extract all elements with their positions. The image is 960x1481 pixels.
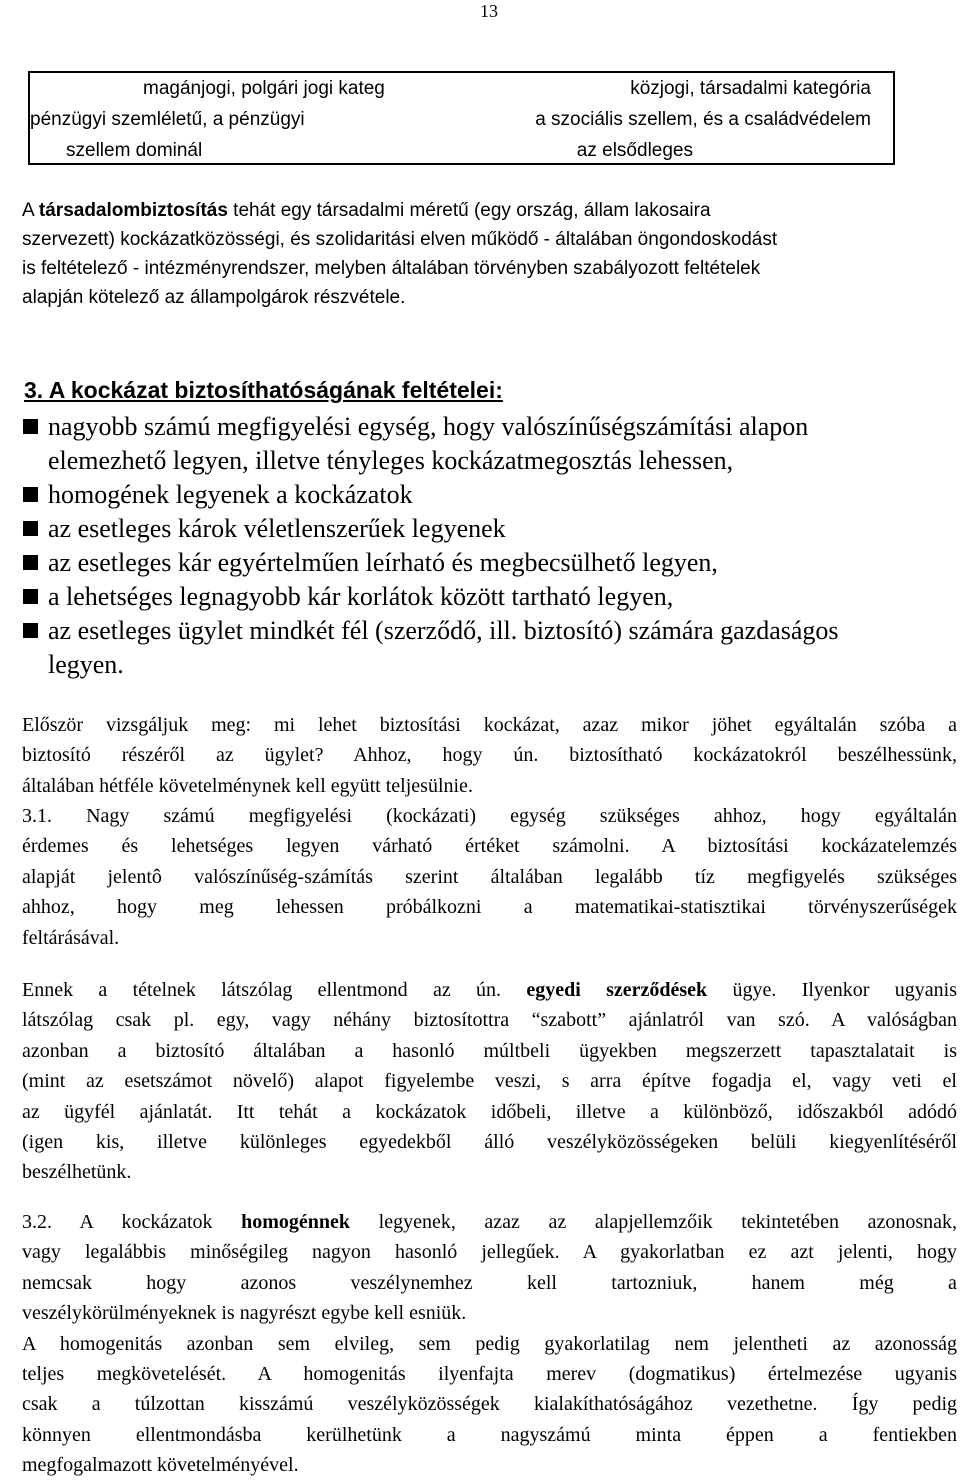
definition-line: is feltételező - intézményrendszer, melyben általában törvényben szabályozott feltételek (22, 258, 761, 279)
square-bullet-icon (23, 589, 38, 604)
table-left-line-1: magánjogi, polgári jogi kateg (143, 78, 385, 99)
definition-paragraph (22, 196, 942, 312)
section-3-2-paragraph (22, 1207, 957, 1481)
table-left-line-2: pénzügyi szemléletű, a pénzügyi (30, 109, 305, 130)
square-bullet-icon (23, 521, 38, 536)
square-bullet-icon (23, 419, 38, 434)
page-number: 13 (480, 1, 498, 21)
section-heading: 3. A kockázat biztosíthatóságának feltételei: (24, 377, 503, 403)
paragraph-line: Először vizsgáljuk meg: mi lehet biztosítási kockázat, azaz mikor jöhet egyáltalán szóba a (22, 714, 957, 736)
square-bullet-icon (23, 487, 38, 502)
table-right-line-3: az elsődleges (576, 140, 693, 161)
comparison-table (28, 71, 895, 165)
emphasis-term: egyedi szerződések (526, 979, 708, 1001)
definition-line: alapján kötelező az állampolgárok részvétele. (22, 287, 406, 308)
paragraph-line: feltárásával. (22, 926, 120, 949)
paragraph-line: nemcsak hogy azonos veszélynemhez kell tartozniuk, hanem még a (22, 1271, 957, 1294)
table-right-line-1: közjogi, társadalmi kategória (630, 78, 871, 99)
table-left-line-3: szellem dominál (66, 140, 203, 161)
definition-line: szervezett) kockázatközösségi, és szolidaritási elven működő - általában öngondoskodást (22, 229, 778, 250)
paragraph-line: ahhoz, hogy meg lehessen próbálkozni a matematikai-statisztikai törvényszerűségek (22, 896, 957, 919)
paragraph-line: érdemes és lehetséges legyen várható értéket számolni. A biztosítási kockázatelemzés (22, 835, 957, 858)
paragraph-line: csak a túlzottan kisszámú veszélyközösségek kialakíthatóságához vezethetne. Így pedig (22, 1393, 957, 1416)
emphasis-term: homogénnek (241, 1211, 351, 1233)
square-bullet-icon (23, 555, 38, 570)
paragraph-line: 3.2. A kockázatok homogénnek legyenek, azaz az alapjellemzőik tekintetében azonosnak, (22, 1211, 957, 1233)
paragraph-line: beszélhetünk. (22, 1161, 132, 1184)
paragraph-line: látszólag csak pl. egy, vagy néhány biztosítottra “szabott” ajánlatról van szó. A valóságban (22, 1009, 957, 1032)
paragraph-line: általában hétféle követelménynek kell együtt teljesülnie. (22, 774, 473, 797)
square-bullet-icon (23, 623, 38, 638)
paragraph-line: teljes megkövetelését. A homogenitás ilyenfajta merev (dogmatikus) értelmezése ugyanis (22, 1362, 957, 1385)
intro-paragraph (22, 710, 957, 801)
paragraph-line: megfogalmazott követelményével. (22, 1454, 299, 1477)
paragraph-line: alapját jelentô valószínűség-számítás szerint általában legalább tíz megfigyelés szükséges (22, 865, 957, 888)
paragraph-line: azonban a biztosító általában a hasonló múltbeli ügyekben megszerzett tapasztalatait is (22, 1039, 957, 1062)
paragraph-line: (mint az esetszámot növelő) alapot figyelembe veszi, s arra építve fogadja el, vagy veti el (22, 1070, 957, 1093)
paragraph-line: biztosító részéről az ügylet? Ahhoz, hogy ún. biztosítható kockázatokról beszélhessünk, (22, 744, 957, 767)
paragraph-line: 3.1. Nagy számú megfigyelési (kockázati) egység szükséges ahhoz, hogy egyáltalán (22, 805, 957, 827)
paragraph-line: vagy legalábbis minőségileg nagyon hasonló jellegűek. A gyakorlatban ez azt jelenti, hogy (22, 1241, 957, 1264)
paragraph-line: veszélykörülményeknek is nagyrészt egybe kell esniük. (22, 1302, 467, 1325)
definition-term: társadalombiztosítás (38, 200, 228, 221)
paragraph-line: az ügyfél ajánlatát. Itt tehát a kockázatok időbeli, illetve a különböző, időszakból adódó (22, 1100, 957, 1123)
definition-line: A társadalombiztosítás tehát egy társadalmi méretű (egy ország, állam lakosaira (22, 200, 711, 221)
paragraph-line: könnyen ellentmondásba kerülhetünk a nagyszámú minta éppen a fentiekben (22, 1423, 957, 1446)
paragraph-line: A homogenitás azonban sem elvileg, sem pedig gyakorlatilag nem jelentheti az azonosság (22, 1332, 957, 1355)
table-right-line-2: a szociális szellem, és a családvédelem (535, 109, 871, 130)
section-3-1-paragraph (22, 801, 957, 953)
paragraph-line: Ennek a tételnek látszólag ellentmond az ún. egyedi szerződések ügye. Ilyenkor ugyanis (22, 979, 957, 1001)
individual-contracts-paragraph (22, 975, 957, 1188)
paragraph-line: (igen kis, illetve különleges egyedekből álló veszélyközösségeken belüli kiegyenlítéséről (22, 1130, 957, 1153)
